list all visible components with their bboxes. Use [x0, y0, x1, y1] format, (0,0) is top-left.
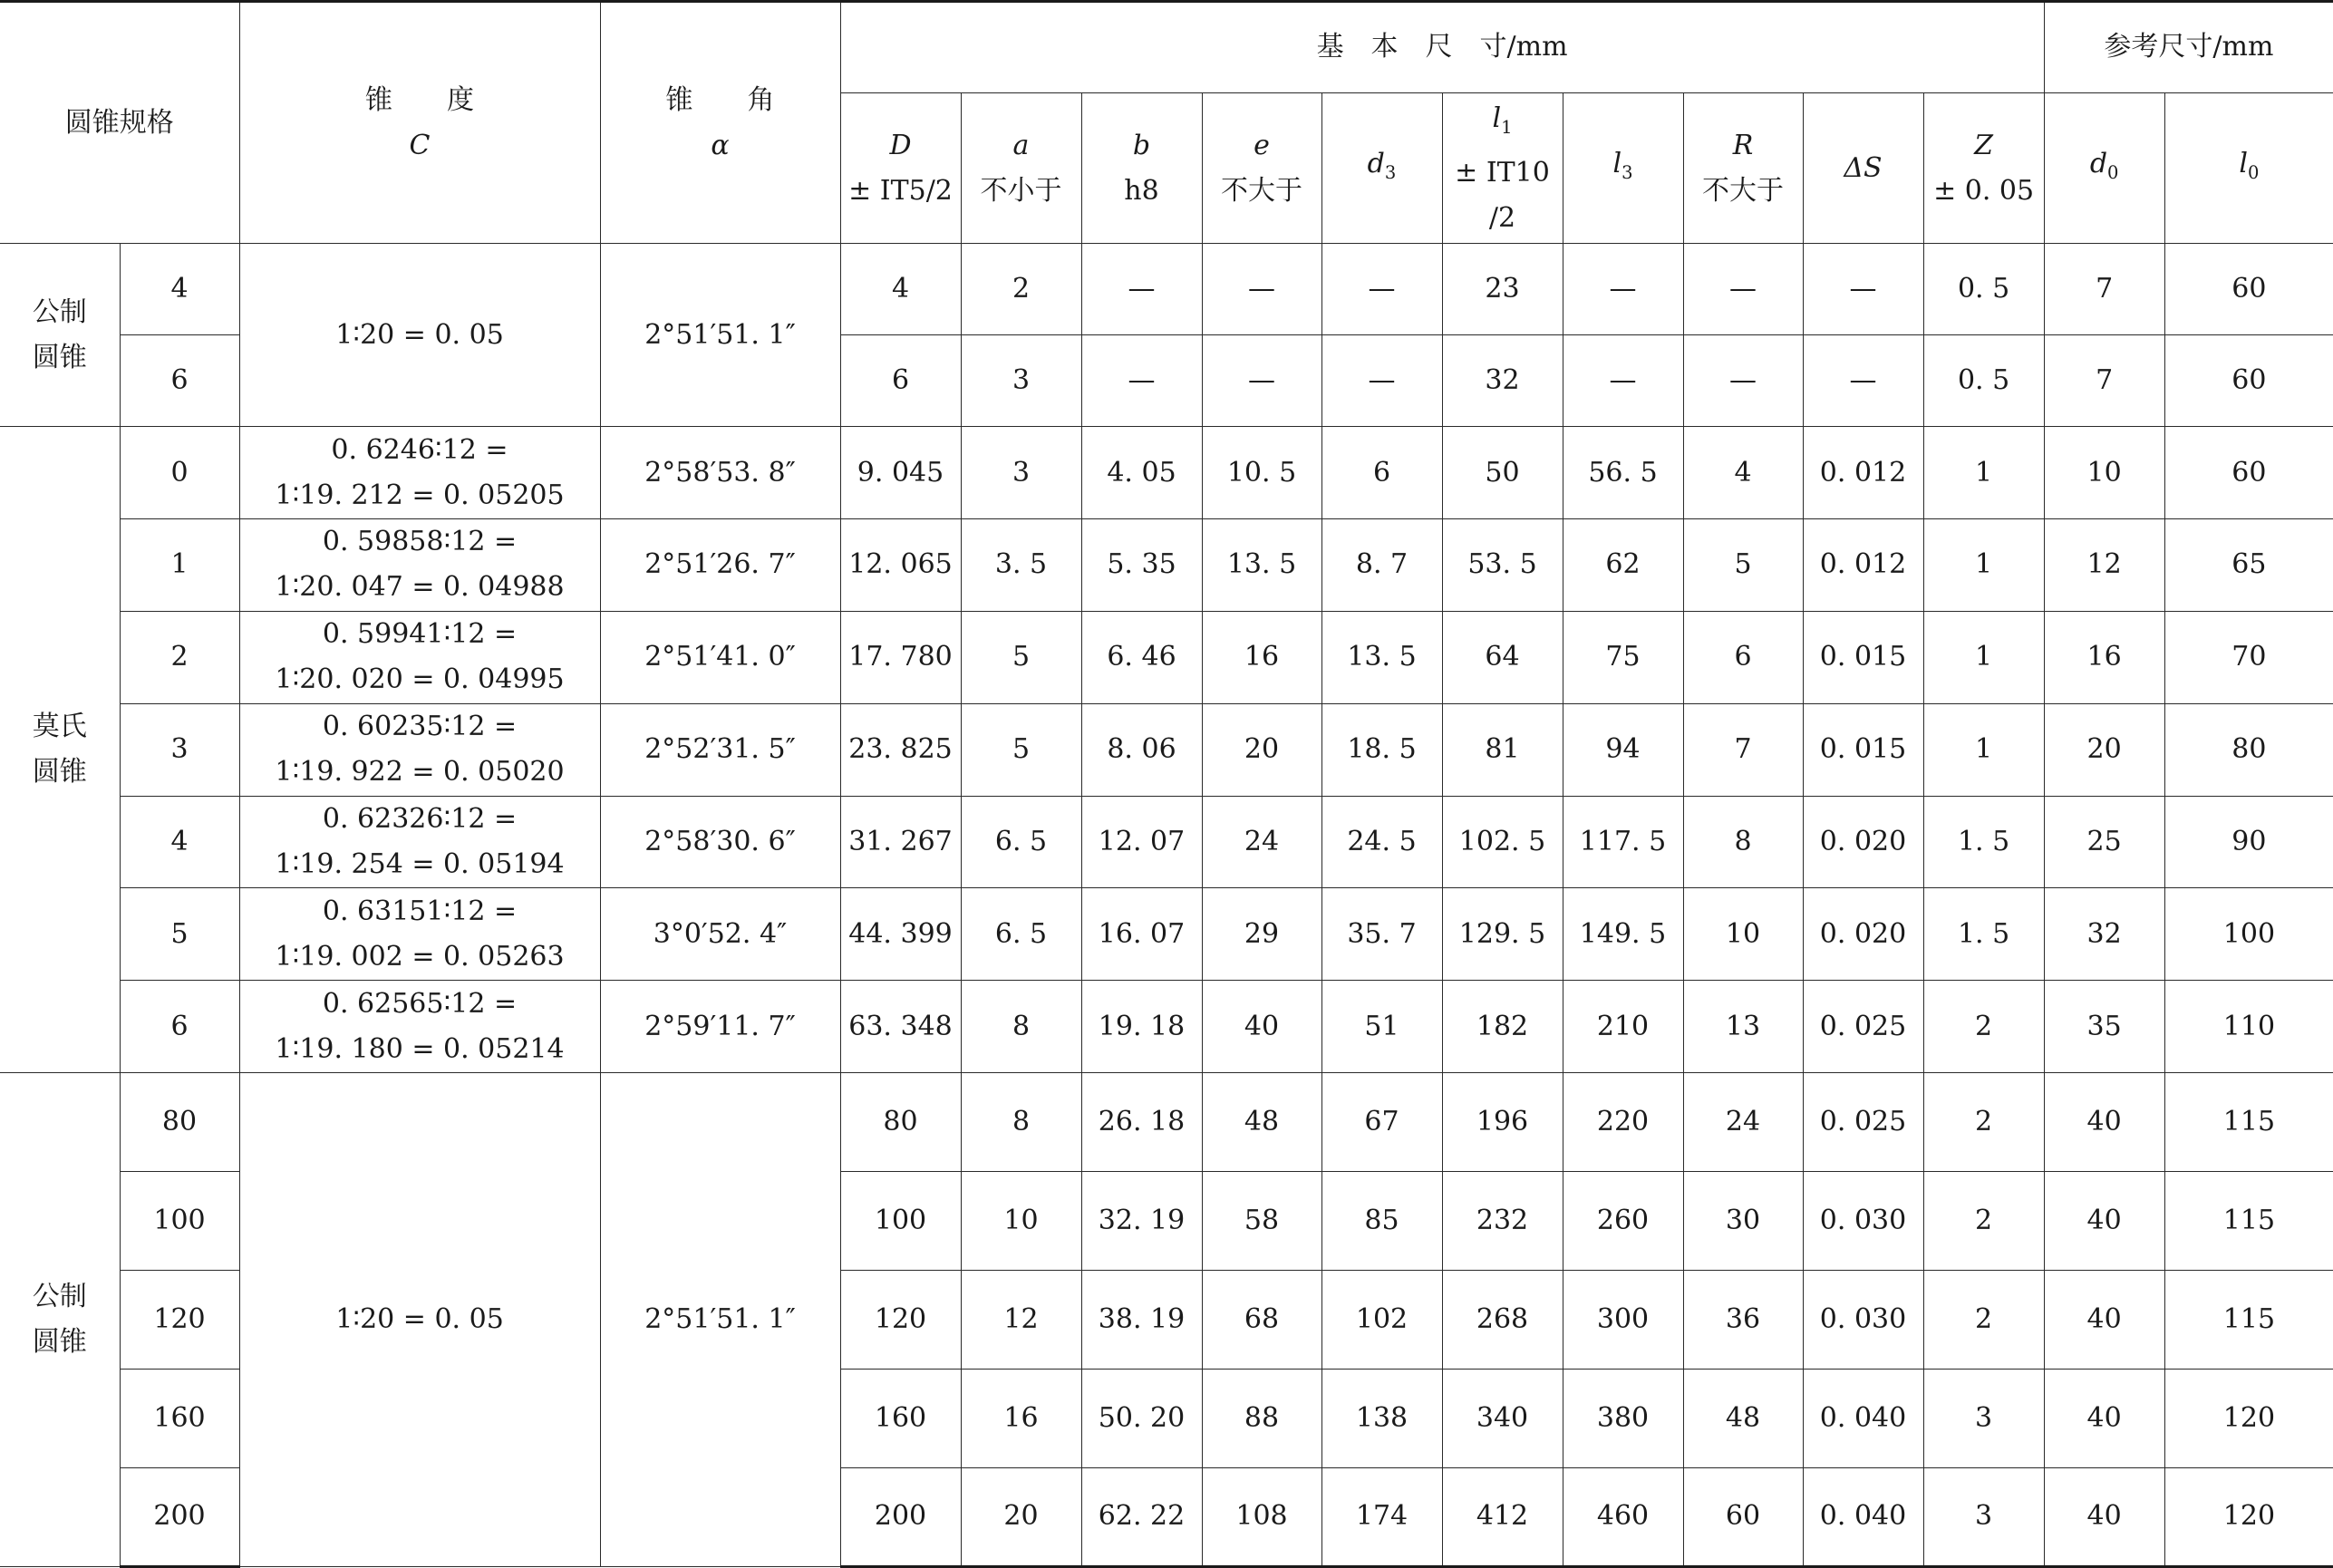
column-symbol: [963, 123, 1079, 169]
column-note: ± IT10: [1455, 156, 1550, 189]
value-cell: 12. 065: [840, 518, 961, 611]
value-cell: 65: [2164, 518, 2333, 611]
group-label-line2: 圆锥: [32, 1326, 87, 1359]
column-symbol-letter: b: [1132, 129, 1151, 161]
column-symbol: [1926, 123, 2042, 169]
value-cell: 0. 015: [1803, 703, 1923, 796]
size-cell: 160: [120, 1370, 239, 1468]
column-symbol-subscript: 3: [1384, 161, 1397, 183]
size-cell: 5: [120, 888, 239, 981]
value-cell: 4. 05: [1081, 427, 1202, 519]
column-header: [2044, 92, 2164, 243]
value-cell: 174: [1321, 1467, 1442, 1566]
value-cell: 16: [1202, 611, 1321, 703]
value-cell: 6: [1683, 611, 1803, 703]
angle-cell: 2°58′30. 6″: [600, 796, 840, 888]
value-cell: 0. 025: [1803, 981, 1923, 1073]
taper-cell: [239, 244, 600, 427]
value-cell: 40: [2044, 1073, 2164, 1172]
value-cell: 0. 025: [1803, 1073, 1923, 1172]
value-cell: 75: [1563, 611, 1683, 703]
column-note-2: /2: [1488, 201, 1516, 234]
group-label-line1: 公制: [32, 295, 87, 328]
taper-cell: [239, 427, 600, 519]
value-cell: 12: [961, 1271, 1081, 1370]
value-cell: 200: [840, 1467, 961, 1566]
value-cell: 7: [2044, 335, 2164, 427]
taper-value: 0. 59941∶12 =: [322, 618, 518, 651]
value-cell: 10: [961, 1172, 1081, 1271]
value-cell: 16. 07: [1081, 888, 1202, 981]
angle-cell: 2°51′51. 1″: [600, 1073, 840, 1567]
value-cell: 90: [2164, 796, 2333, 888]
value-cell: 268: [1442, 1271, 1563, 1370]
column-symbol-subscript: 1: [1501, 116, 1513, 138]
angle-cell: 2°51′26. 7″: [600, 518, 840, 611]
angle-cell: 2°52′31. 5″: [600, 703, 840, 796]
taper-value: 0. 59858∶12 =: [322, 526, 518, 558]
value-cell: 23: [1442, 244, 1563, 335]
taper-header: [239, 2, 600, 244]
value-cell: —: [1803, 244, 1923, 335]
column-header: [1202, 92, 1321, 243]
value-cell: 68: [1202, 1271, 1321, 1370]
size-cell: 3: [120, 703, 239, 796]
column-symbol-letter: Z: [1974, 129, 1993, 161]
taper-ratio: 1∶19. 212 = 0. 05205: [275, 479, 565, 511]
value-cell: —: [1202, 335, 1321, 427]
column-header: [961, 92, 1081, 243]
value-cell: 115: [2164, 1073, 2333, 1172]
taper-header-symbol: C: [409, 129, 431, 161]
value-cell: 8. 06: [1081, 703, 1202, 796]
table-row: [0, 888, 2333, 981]
header-row-1: [0, 2, 2333, 93]
table-row: [0, 611, 2333, 703]
column-symbol: [1686, 123, 1801, 169]
column-header: [840, 92, 961, 243]
group-label-line1: 公制: [32, 1281, 87, 1313]
value-cell: 13. 5: [1202, 518, 1321, 611]
value-cell: 7: [2044, 244, 2164, 335]
value-cell: 13. 5: [1321, 611, 1442, 703]
value-cell: 80: [840, 1073, 961, 1172]
value-cell: 117. 5: [1563, 796, 1683, 888]
taper-value: 0. 63151∶12 =: [322, 895, 518, 927]
size-cell: 100: [120, 1172, 239, 1271]
column-header: [1442, 92, 1563, 243]
value-cell: 1. 5: [1923, 796, 2044, 888]
value-cell: 0. 030: [1803, 1172, 1923, 1271]
column-symbol: [2047, 141, 2163, 196]
value-cell: —: [1202, 244, 1321, 335]
value-cell: 129. 5: [1442, 888, 1563, 981]
value-cell: 32: [2044, 888, 2164, 981]
value-cell: 0. 040: [1803, 1467, 1923, 1566]
group-label: [0, 427, 120, 1073]
size-cell: 2: [120, 611, 239, 703]
size-cell: 1: [120, 518, 239, 611]
value-cell: 1: [1923, 611, 2044, 703]
value-cell: 5: [961, 611, 1081, 703]
table-row: [0, 703, 2333, 796]
value-cell: 5: [1683, 518, 1803, 611]
angle-cell: 2°58′53. 8″: [600, 427, 840, 519]
value-cell: 60: [2164, 427, 2333, 519]
angle-cell: 2°51′51. 1″: [600, 244, 840, 427]
column-symbol: [1565, 141, 1681, 196]
table-row: [0, 796, 2333, 888]
value-cell: 2: [961, 244, 1081, 335]
taper-value: 1∶20 = 0. 05: [335, 1303, 504, 1336]
column-symbol-letter: l: [1492, 102, 1502, 134]
basic-dimensions-header: 基 本 尺 寸/mm: [840, 2, 2044, 93]
value-cell: 48: [1202, 1073, 1321, 1172]
value-cell: 460: [1563, 1467, 1683, 1566]
value-cell: 18. 5: [1321, 703, 1442, 796]
angle-header: [600, 2, 840, 244]
value-cell: 160: [840, 1370, 961, 1468]
value-cell: 4: [840, 244, 961, 335]
column-header: [1081, 92, 1202, 243]
value-cell: 102: [1321, 1271, 1442, 1370]
value-cell: —: [1803, 335, 1923, 427]
size-cell: 80: [120, 1073, 239, 1172]
taper-ratio: 1∶20. 020 = 0. 04995: [275, 663, 565, 696]
value-cell: 16: [961, 1370, 1081, 1468]
value-cell: 0. 040: [1803, 1370, 1923, 1468]
value-cell: 40: [2044, 1467, 2164, 1566]
value-cell: 0. 012: [1803, 427, 1923, 519]
value-cell: 58: [1202, 1172, 1321, 1271]
value-cell: 0. 5: [1923, 244, 2044, 335]
value-cell: —: [1081, 244, 1202, 335]
taper-cell: [239, 981, 600, 1073]
size-cell: 0: [120, 427, 239, 519]
value-cell: 108: [1202, 1467, 1321, 1566]
value-cell: 16: [2044, 611, 2164, 703]
value-cell: 120: [2164, 1370, 2333, 1468]
value-cell: 10. 5: [1202, 427, 1321, 519]
table-row: [0, 518, 2333, 611]
column-symbol: [2167, 141, 2332, 196]
taper-cell: [239, 888, 600, 981]
angle-header-label: 锥 角: [665, 83, 775, 116]
value-cell: 60: [2164, 244, 2333, 335]
value-cell: 210: [1563, 981, 1683, 1073]
group-label-line2: 圆锥: [32, 341, 87, 373]
column-symbol-letter: e: [1254, 129, 1270, 161]
value-cell: 220: [1563, 1073, 1683, 1172]
table-row: [0, 244, 2333, 335]
value-cell: 40: [2044, 1370, 2164, 1468]
taper-cell: [239, 796, 600, 888]
value-cell: 13: [1683, 981, 1803, 1073]
column-symbol-letter: a: [1012, 129, 1030, 161]
group-label-line1: 莫氏: [32, 711, 87, 743]
value-cell: 1: [1923, 427, 2044, 519]
spec-header: 圆锥规格: [0, 2, 239, 244]
value-cell: 35. 7: [1321, 888, 1442, 981]
value-cell: 115: [2164, 1271, 2333, 1370]
size-cell: 120: [120, 1271, 239, 1370]
value-cell: 120: [840, 1271, 961, 1370]
value-cell: 62: [1563, 518, 1683, 611]
value-cell: 30: [1683, 1172, 1803, 1271]
column-note: ± 0. 05: [1933, 174, 2035, 207]
column-symbol-subscript: 3: [1621, 161, 1633, 183]
column-symbol: [1805, 146, 1922, 191]
column-note: h8: [1124, 174, 1159, 207]
value-cell: 40: [2044, 1271, 2164, 1370]
size-cell: 6: [120, 335, 239, 427]
table-row: [0, 981, 2333, 1073]
value-cell: 9. 045: [840, 427, 961, 519]
taper-value: 0. 6246∶12 =: [331, 433, 508, 466]
column-symbol: [1205, 123, 1320, 169]
value-cell: 20: [961, 1467, 1081, 1566]
group-label-line2: 圆锥: [32, 756, 87, 789]
value-cell: 340: [1442, 1370, 1563, 1468]
taper-value: 0. 60235∶12 =: [322, 711, 518, 743]
value-cell: 7: [1683, 703, 1803, 796]
taper-ratio: 1∶19. 922 = 0. 05020: [275, 756, 565, 789]
value-cell: 412: [1442, 1467, 1563, 1566]
taper-cell: [239, 1073, 600, 1567]
column-symbol: [843, 123, 959, 169]
value-cell: 6. 5: [961, 888, 1081, 981]
value-cell: —: [1321, 244, 1442, 335]
value-cell: 20: [2044, 703, 2164, 796]
column-header: [1321, 92, 1442, 243]
value-cell: 10: [1683, 888, 1803, 981]
value-cell: 3: [961, 335, 1081, 427]
reference-dimensions-header: 参考尺寸/mm: [2044, 2, 2333, 93]
value-cell: 2: [1923, 1073, 2044, 1172]
value-cell: 38. 19: [1081, 1271, 1202, 1370]
value-cell: —: [1683, 244, 1803, 335]
column-note: 不小于: [980, 174, 1062, 207]
value-cell: 32: [1442, 335, 1563, 427]
column-symbol: [1445, 96, 1561, 150]
value-cell: 3: [961, 427, 1081, 519]
value-cell: 67: [1321, 1073, 1442, 1172]
column-symbol-letter: R: [1732, 129, 1754, 161]
angle-header-symbol: α: [711, 129, 730, 161]
size-cell: 6: [120, 981, 239, 1073]
value-cell: 35: [2044, 981, 2164, 1073]
value-cell: 40: [2044, 1172, 2164, 1271]
column-symbol: [1084, 123, 1200, 169]
value-cell: —: [1683, 335, 1803, 427]
taper-ratio: 1∶19. 180 = 0. 05214: [275, 1032, 565, 1065]
value-cell: 1: [1923, 703, 2044, 796]
column-symbol-letter: D: [889, 129, 912, 161]
value-cell: 25: [2044, 796, 2164, 888]
taper-header-label: 锥 度: [365, 83, 474, 116]
column-symbol-letter: ΔS: [1844, 151, 1883, 184]
value-cell: 50. 20: [1081, 1370, 1202, 1468]
value-cell: 12. 07: [1081, 796, 1202, 888]
value-cell: 6. 5: [961, 796, 1081, 888]
column-note: ± IT5/2: [848, 174, 953, 207]
value-cell: 115: [2164, 1172, 2333, 1271]
value-cell: 20: [1202, 703, 1321, 796]
value-cell: 100: [2164, 888, 2333, 981]
value-cell: 81: [1442, 703, 1563, 796]
table-row: [0, 427, 2333, 519]
value-cell: 0. 020: [1803, 888, 1923, 981]
column-symbol-letter: d: [2089, 147, 2108, 179]
value-cell: —: [1563, 335, 1683, 427]
value-cell: 62. 22: [1081, 1467, 1202, 1566]
value-cell: 60: [1683, 1467, 1803, 1566]
value-cell: 3: [1923, 1467, 2044, 1566]
value-cell: 50: [1442, 427, 1563, 519]
taper-cell: [239, 703, 600, 796]
value-cell: 5. 35: [1081, 518, 1202, 611]
value-cell: 40: [1202, 981, 1321, 1073]
taper-value: 0. 62565∶12 =: [322, 987, 518, 1020]
value-cell: 120: [2164, 1467, 2333, 1566]
column-symbol: [1324, 141, 1440, 196]
value-cell: 0. 030: [1803, 1271, 1923, 1370]
column-symbol-letter: l: [2239, 147, 2248, 179]
value-cell: 182: [1442, 981, 1563, 1073]
size-cell: 4: [120, 796, 239, 888]
value-cell: 24: [1683, 1073, 1803, 1172]
value-cell: 8. 7: [1321, 518, 1442, 611]
value-cell: 17. 780: [840, 611, 961, 703]
column-header: [1563, 92, 1683, 243]
value-cell: 3: [1923, 1370, 2044, 1468]
value-cell: 24. 5: [1321, 796, 1442, 888]
value-cell: 94: [1563, 703, 1683, 796]
value-cell: 44. 399: [840, 888, 961, 981]
column-note: 不大于: [1221, 174, 1302, 207]
value-cell: 300: [1563, 1271, 1683, 1370]
value-cell: 2: [1923, 981, 2044, 1073]
value-cell: 232: [1442, 1172, 1563, 1271]
value-cell: 260: [1563, 1172, 1683, 1271]
column-note: 不大于: [1702, 174, 1784, 207]
taper-value: 1∶20 = 0. 05: [335, 318, 504, 351]
value-cell: 100: [840, 1172, 961, 1271]
value-cell: 36: [1683, 1271, 1803, 1370]
column-symbol-subscript: 0: [2247, 161, 2260, 183]
table-row: [0, 1073, 2333, 1172]
value-cell: 48: [1683, 1370, 1803, 1468]
taper-cell: [239, 518, 600, 611]
group-label: [0, 244, 120, 427]
value-cell: 64: [1442, 611, 1563, 703]
value-cell: 85: [1321, 1172, 1442, 1271]
value-cell: 8: [1683, 796, 1803, 888]
value-cell: 56. 5: [1563, 427, 1683, 519]
angle-cell: 2°59′11. 7″: [600, 981, 840, 1073]
value-cell: 6. 46: [1081, 611, 1202, 703]
value-cell: 1: [1923, 518, 2044, 611]
angle-cell: 2°51′41. 0″: [600, 611, 840, 703]
value-cell: 149. 5: [1563, 888, 1683, 981]
value-cell: 88: [1202, 1370, 1321, 1468]
value-cell: 110: [2164, 981, 2333, 1073]
angle-cell: 3°0′52. 4″: [600, 888, 840, 981]
value-cell: 60: [2164, 335, 2333, 427]
taper-ratio: 1∶19. 254 = 0. 05194: [275, 848, 565, 880]
value-cell: 26. 18: [1081, 1073, 1202, 1172]
value-cell: 2: [1923, 1172, 2044, 1271]
value-cell: 0. 020: [1803, 796, 1923, 888]
value-cell: 19. 18: [1081, 981, 1202, 1073]
value-cell: 80: [2164, 703, 2333, 796]
value-cell: 51: [1321, 981, 1442, 1073]
value-cell: 1. 5: [1923, 888, 2044, 981]
value-cell: 6: [1321, 427, 1442, 519]
value-cell: —: [1321, 335, 1442, 427]
value-cell: 4: [1683, 427, 1803, 519]
value-cell: 70: [2164, 611, 2333, 703]
size-cell: 4: [120, 244, 239, 335]
taper-ratio: 1∶20. 047 = 0. 04988: [275, 571, 565, 604]
value-cell: 8: [961, 981, 1081, 1073]
taper-value: 0. 62326∶12 =: [322, 803, 518, 835]
value-cell: 3. 5: [961, 518, 1081, 611]
value-cell: 196: [1442, 1073, 1563, 1172]
value-cell: —: [1081, 335, 1202, 427]
value-cell: 102. 5: [1442, 796, 1563, 888]
column-symbol-letter: l: [1612, 147, 1622, 179]
value-cell: 5: [961, 703, 1081, 796]
value-cell: 63. 348: [840, 981, 961, 1073]
column-header: [1803, 92, 1923, 243]
column-symbol-subscript: 0: [2107, 161, 2119, 183]
size-cell: 200: [120, 1467, 239, 1566]
value-cell: 0. 015: [1803, 611, 1923, 703]
column-header: [2164, 92, 2333, 243]
value-cell: 138: [1321, 1370, 1442, 1468]
value-cell: 2: [1923, 1271, 2044, 1370]
value-cell: 12: [2044, 518, 2164, 611]
value-cell: 53. 5: [1442, 518, 1563, 611]
value-cell: 32. 19: [1081, 1172, 1202, 1271]
column-symbol-letter: d: [1367, 147, 1385, 179]
group-label: [0, 1073, 120, 1567]
value-cell: —: [1563, 244, 1683, 335]
value-cell: 380: [1563, 1370, 1683, 1468]
value-cell: 29: [1202, 888, 1321, 981]
column-header: [1923, 92, 2044, 243]
taper-cell: [239, 611, 600, 703]
value-cell: 6: [840, 335, 961, 427]
value-cell: 31. 267: [840, 796, 961, 888]
table-body: [0, 2, 2333, 1567]
value-cell: 0. 012: [1803, 518, 1923, 611]
column-header: [1683, 92, 1803, 243]
value-cell: 23. 825: [840, 703, 961, 796]
value-cell: 24: [1202, 796, 1321, 888]
value-cell: 8: [961, 1073, 1081, 1172]
value-cell: 0. 5: [1923, 335, 2044, 427]
value-cell: 10: [2044, 427, 2164, 519]
taper-ratio: 1∶19. 002 = 0. 05263: [275, 940, 565, 973]
